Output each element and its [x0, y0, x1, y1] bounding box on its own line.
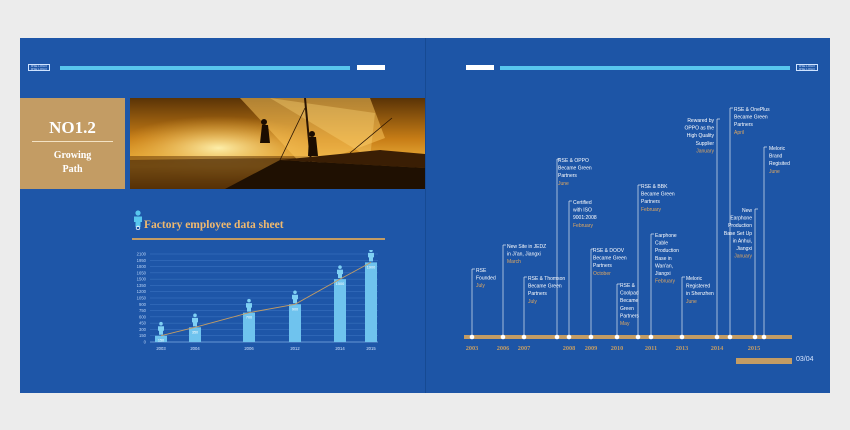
sailboat-sunset-photo — [130, 98, 425, 189]
event-date: February — [655, 278, 676, 285]
timeline-event — [615, 283, 640, 339]
event-date: May — [620, 321, 630, 327]
event-dot — [649, 335, 654, 340]
y-tick-label: 1950 — [136, 257, 146, 263]
year-label-2011: 2011 — [644, 345, 658, 352]
brand-logo-left: RSE LOGO RSE LOGO — [28, 64, 50, 71]
event-text: Green — [620, 305, 634, 312]
person-icon — [246, 299, 252, 312]
year-label-2009: 2009 — [584, 345, 598, 352]
event-date: June — [558, 180, 569, 187]
event-dot — [615, 335, 620, 340]
brand-logo-right: RSE LOGO RSE LOGO — [796, 64, 818, 71]
person-icon — [337, 265, 343, 278]
timeline-event — [567, 200, 597, 339]
timeline-event — [555, 158, 592, 339]
header-accent-bar — [60, 66, 350, 70]
y-tick-label: 300 — [139, 326, 146, 332]
sheet-title: Factory employee data sheet — [144, 219, 284, 231]
event-text: Partners — [528, 291, 547, 298]
event-dot — [762, 335, 767, 340]
event-date: June — [686, 298, 697, 305]
person-icon — [192, 314, 198, 327]
x-category-label: 2012 — [290, 346, 300, 351]
event-text: Partners — [558, 173, 577, 180]
event-date: March — [507, 259, 521, 266]
y-tick-label: 1650 — [136, 270, 146, 276]
event-text: Base Set Up — [723, 230, 752, 237]
y-tick-label: 150 — [139, 333, 146, 339]
bar-2015 — [365, 262, 377, 342]
person-icon — [368, 250, 374, 261]
header-white-bar — [357, 65, 385, 70]
bar-value-label: 150 — [157, 338, 165, 343]
event-text: RSE & OnePlus — [734, 107, 770, 113]
event-dot — [501, 335, 506, 340]
person-icon — [292, 290, 298, 303]
bar-value-label: 1900 — [366, 265, 376, 270]
y-tick-label: 450 — [139, 320, 146, 326]
event-text: Jiangxi — [736, 246, 752, 252]
event-text: Jiangxi — [655, 271, 671, 277]
event-text: Coolpad — [620, 290, 639, 297]
event-text: Cable — [655, 240, 669, 247]
year-label-2013: 2013 — [675, 345, 689, 352]
event-text: in Ji'an, Jiangxi — [507, 251, 541, 258]
sheet-title-underline — [132, 238, 385, 240]
event-text: Rewared by — [687, 118, 714, 124]
event-date: October — [593, 270, 611, 277]
year-label-2014: 2014 — [710, 345, 724, 352]
right-page — [426, 38, 830, 393]
bar-value-label: 900 — [291, 307, 299, 312]
event-text: Partners — [593, 263, 612, 270]
event-text: Partners — [641, 199, 660, 206]
event-date: January — [696, 148, 714, 155]
year-label-2015: 2015 — [747, 345, 761, 352]
event-text: Became Green — [593, 255, 627, 262]
event-text: Became — [620, 298, 639, 305]
event-text: Registered — [686, 283, 711, 290]
year-label-2007: 2007 — [517, 345, 531, 352]
event-text: Base in — [655, 255, 672, 262]
section-number: NO1.2 — [49, 118, 96, 137]
event-date: April — [734, 129, 745, 136]
event-dot — [636, 335, 641, 340]
year-label-2006: 2006 — [496, 345, 510, 352]
event-text: Production — [728, 223, 752, 230]
y-tick-label: 0 — [143, 339, 146, 345]
event-text: Earphone — [655, 233, 677, 239]
event-date: February — [641, 206, 662, 213]
y-tick-label: 600 — [139, 314, 146, 320]
event-text: Partners — [734, 122, 753, 129]
event-text: RSE & DOOV — [593, 248, 625, 254]
timeline-event — [680, 276, 714, 339]
event-dot — [589, 335, 594, 340]
timeline-event — [522, 276, 566, 339]
section-subtitle: Growing Path — [53, 150, 92, 175]
event-text: High Quality — [686, 133, 714, 140]
event-text: OPPO as the — [684, 125, 714, 132]
page-number: 03/04 — [796, 356, 814, 363]
event-dot — [522, 335, 527, 340]
event-text: RSE & — [620, 283, 636, 289]
event-text: RSE & Thomson — [528, 276, 566, 282]
event-text: New — [741, 208, 752, 214]
event-date: June — [769, 168, 780, 175]
event-text: in Anhui, — [732, 238, 752, 245]
event-text: Production — [655, 248, 679, 255]
event-text: Meloric — [769, 146, 786, 152]
page-number-bar — [736, 358, 792, 364]
y-tick-label: 900 — [139, 301, 146, 307]
y-tick-label: 1500 — [136, 276, 146, 282]
timeline-event — [762, 146, 790, 339]
y-tick-label: 1050 — [136, 295, 146, 301]
event-date: July — [528, 298, 537, 305]
event-text: RSE — [476, 268, 487, 274]
event-dot — [470, 335, 475, 340]
x-category-label: 2015 — [366, 346, 376, 351]
event-text: Supplier — [695, 140, 714, 147]
x-category-label: 2004 — [190, 346, 200, 351]
bar-2014 — [334, 279, 346, 342]
event-text: in Shenzhen — [686, 291, 714, 298]
event-text: RSE & BBK — [641, 184, 668, 190]
y-tick-label: 750 — [139, 308, 146, 314]
y-tick-label: 1350 — [136, 282, 146, 288]
event-text: Certified — [573, 200, 592, 206]
x-category-label: 2014 — [335, 346, 345, 351]
x-category-label: 2003 — [156, 346, 166, 351]
timeline-event — [685, 118, 720, 339]
event-text: Became Green — [734, 114, 768, 121]
timeline-event — [649, 233, 679, 339]
event-text: Regisited — [769, 161, 790, 168]
event-text: Partners — [620, 313, 639, 320]
year-label-2010: 2010 — [610, 345, 624, 352]
company-timeline — [426, 38, 830, 393]
event-date: January — [734, 253, 752, 260]
event-text: RSE & OPPO — [558, 158, 589, 164]
year-label-2003: 2003 — [465, 345, 479, 352]
year-label-2008: 2008 — [562, 345, 576, 352]
section-divider — [32, 141, 113, 142]
bar-value-label: 350 — [191, 330, 199, 335]
y-tick-label: 1800 — [136, 264, 146, 270]
left-page — [20, 38, 425, 393]
employee-bar-chart — [128, 250, 383, 360]
y-tick-label: 1200 — [136, 289, 146, 295]
event-dot — [680, 335, 685, 340]
employee-icon — [132, 210, 144, 235]
event-date: July — [476, 283, 485, 290]
event-text: Earphone — [730, 215, 752, 222]
event-text: Wan'an, — [655, 263, 674, 270]
person-icon — [158, 322, 164, 335]
event-text: Founded — [476, 275, 496, 282]
x-category-label: 2006 — [244, 346, 254, 351]
bar-value-label: 1500 — [335, 282, 345, 287]
event-dot — [715, 335, 720, 340]
y-tick-label: 2100 — [136, 251, 146, 257]
event-dot — [753, 335, 758, 340]
event-text: Became Green — [558, 165, 592, 172]
event-text: Became Green — [641, 191, 675, 198]
event-text: Became Green — [528, 283, 562, 290]
event-text: 9001:2008 — [573, 215, 597, 222]
timeline-event — [724, 208, 758, 339]
event-date: February — [573, 222, 594, 229]
event-dot — [728, 335, 733, 340]
event-text: Brand — [769, 153, 783, 160]
event-text: with ISO — [573, 207, 592, 214]
timeline-axis — [464, 335, 792, 339]
event-dot — [555, 335, 560, 340]
timeline-event — [470, 268, 496, 339]
event-text: New Site in JEDZ — [507, 244, 547, 250]
event-dot — [567, 335, 572, 340]
bar-value-label: 700 — [245, 315, 253, 320]
event-text: Meloric — [686, 276, 703, 282]
